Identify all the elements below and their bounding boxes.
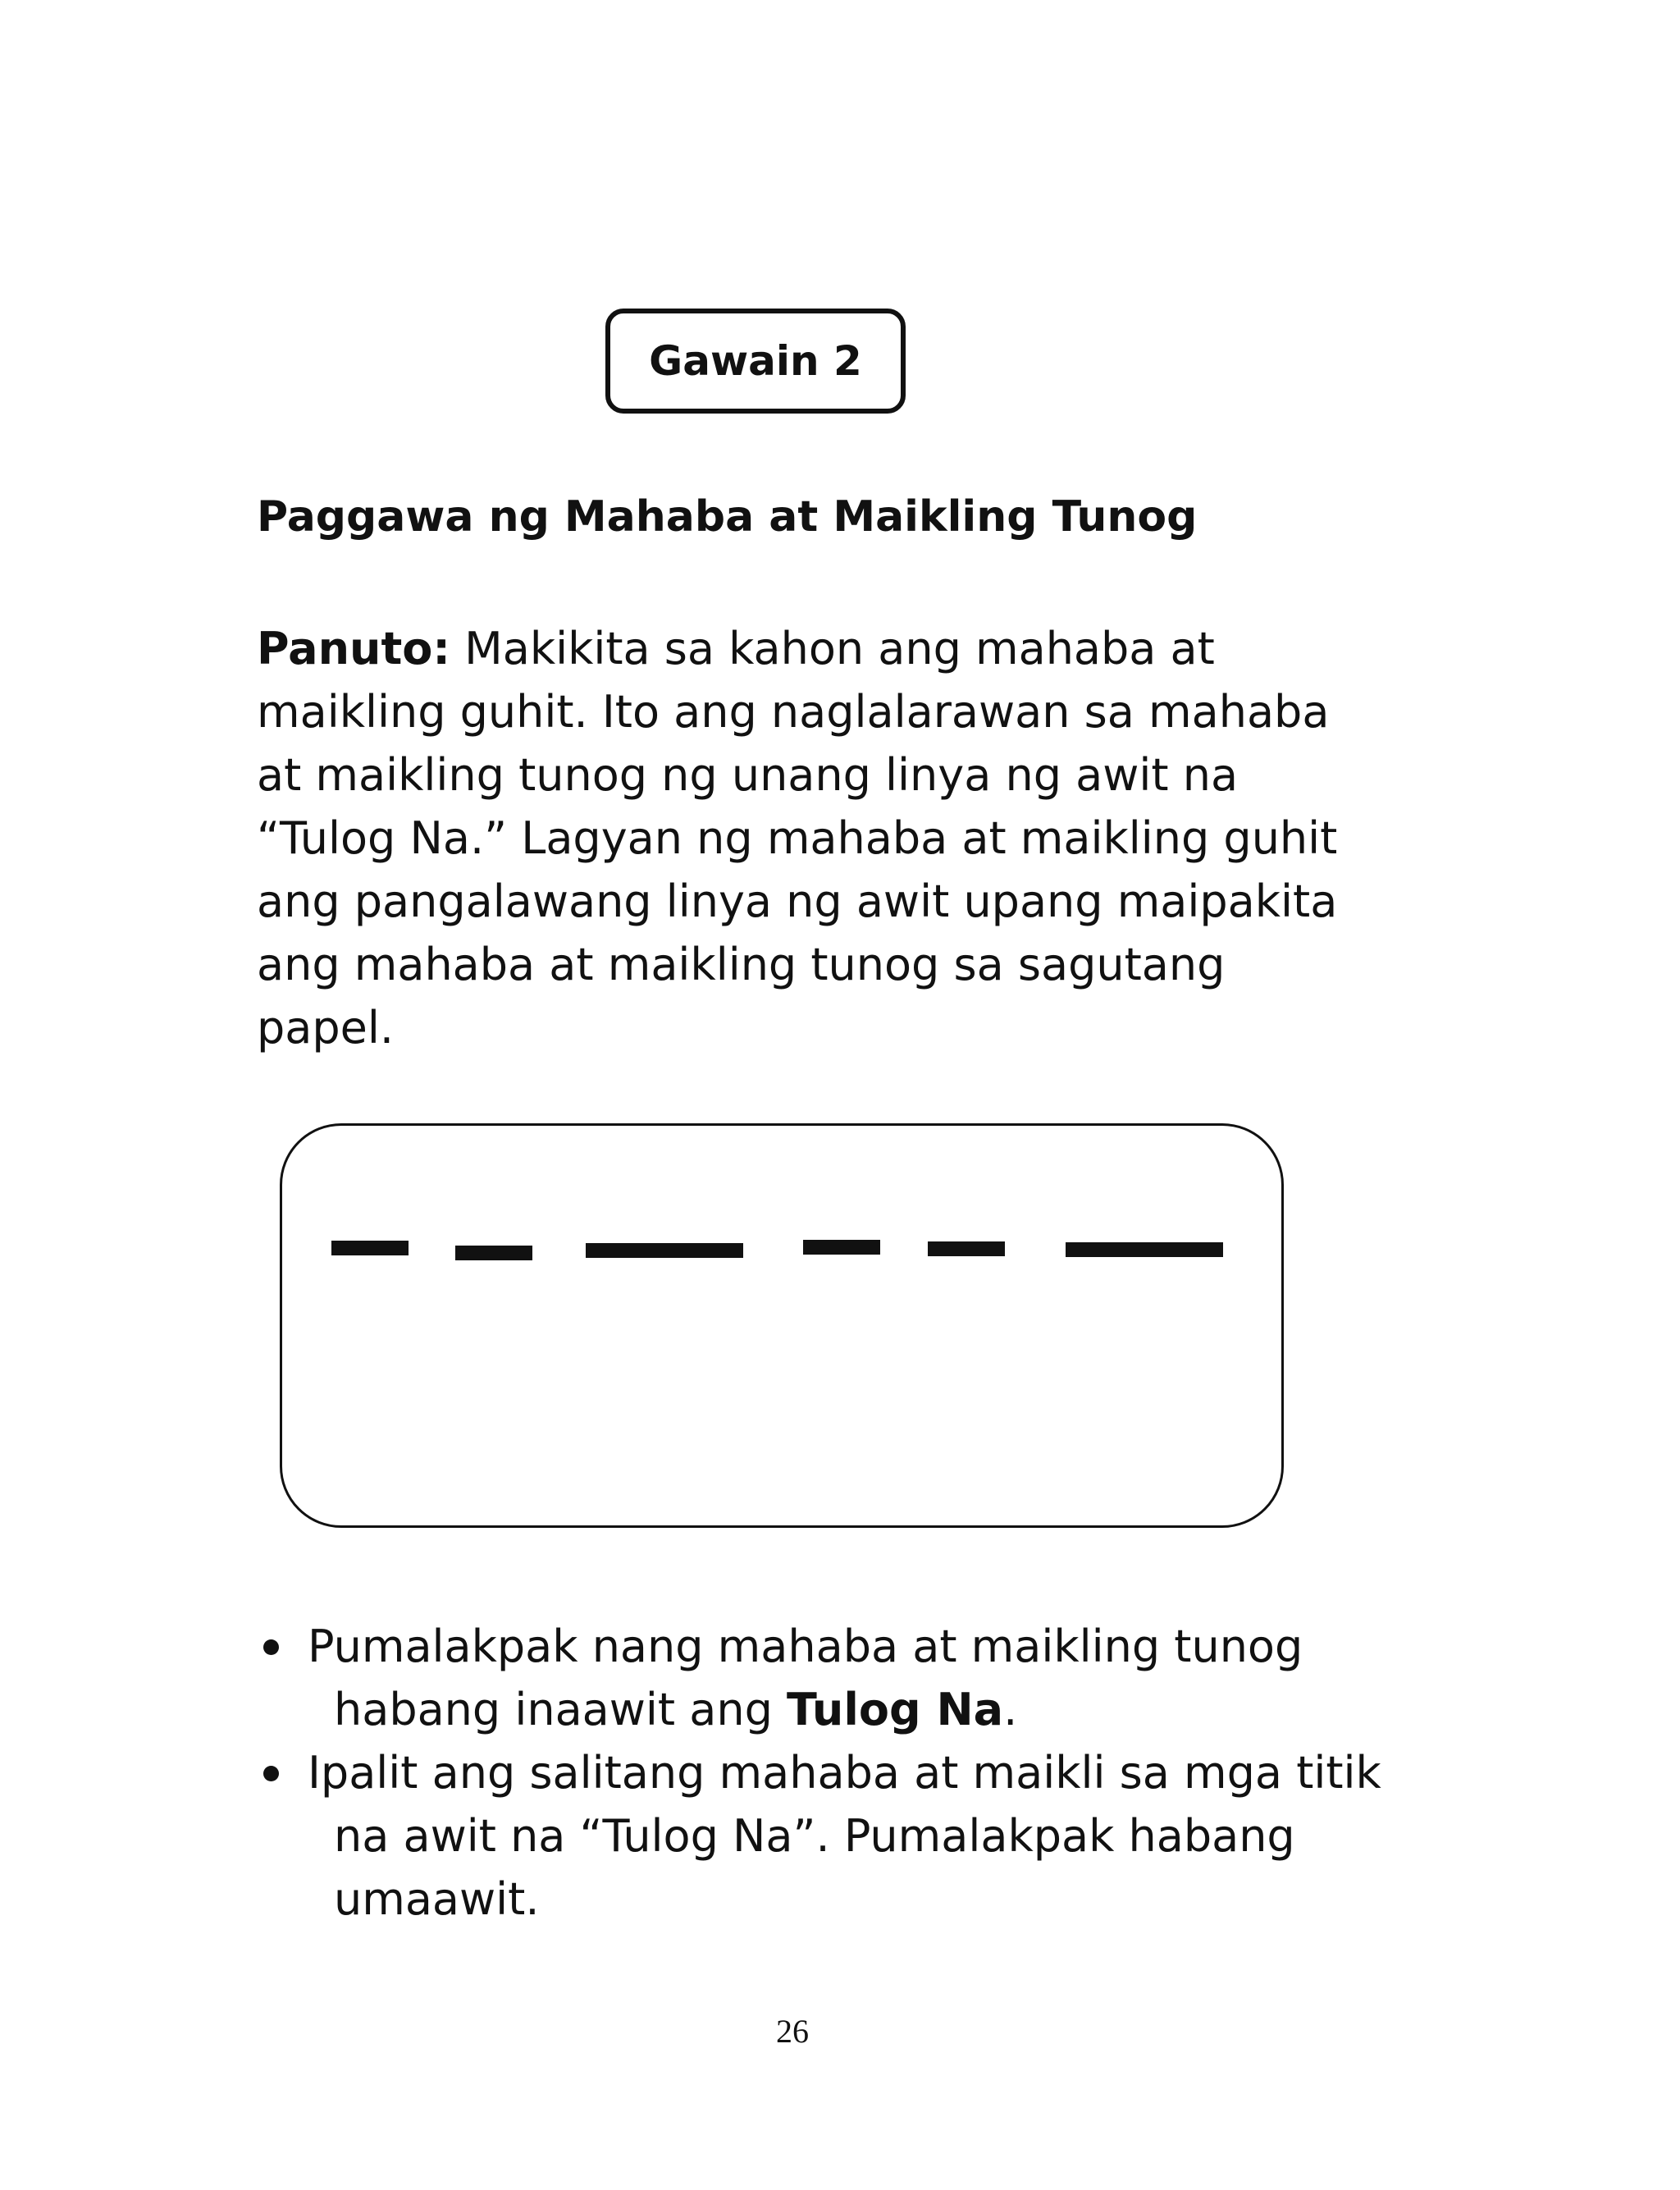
- bullet-line: Pumalakpak nang mahaba at maikling tunog: [308, 1621, 1303, 1672]
- rhythm-dash: [1066, 1242, 1223, 1257]
- rhythm-dash: [928, 1241, 1005, 1256]
- page-number: 26: [776, 2013, 809, 2050]
- activity-label: Gawain 2: [649, 337, 862, 385]
- song-title: Tulog Na: [787, 1684, 1004, 1735]
- bullet-text: .: [1003, 1684, 1018, 1735]
- rhythm-dash: [586, 1243, 743, 1258]
- instructions-line: ang pangalawang linya ng awit upang maipakita: [257, 876, 1338, 927]
- instructions: [257, 617, 1454, 1059]
- instructions-line: maikling guhit. Ito ang naglalarawan sa mahaba: [257, 686, 1330, 738]
- instructions-line: “Tulog Na.” Lagyan ng mahaba at maikling guhit: [257, 812, 1338, 864]
- bullet-line: [308, 1678, 1454, 1741]
- activity-label-box: [605, 309, 906, 414]
- instructions-line: at maikling tunog ng unang linya ng awit na: [257, 749, 1239, 801]
- rhythm-dash: [803, 1240, 880, 1255]
- bullet-text: habang inaawit ang: [334, 1684, 788, 1735]
- bullet-icon: [263, 1639, 279, 1655]
- rhythm-dash: [331, 1241, 409, 1255]
- rhythm-answer-box: [280, 1123, 1284, 1528]
- rhythm-dash: [455, 1246, 532, 1260]
- bullet-icon: [263, 1766, 279, 1781]
- bullet-line: na awit na “Tulog Na”. Pumalakpak habang: [334, 1810, 1295, 1862]
- page-title: Paggawa ng Mahaba at Maikling Tunog: [257, 492, 1198, 542]
- bullet-item: [257, 1615, 1454, 1741]
- bullet-list: [257, 1615, 1454, 1931]
- instructions-line: ang mahaba at maikling tunog sa sagutang: [257, 939, 1226, 990]
- instructions-label: Panuto:: [257, 623, 450, 674]
- bullet-line: Ipalit ang salitang mahaba at maikli sa mga titik: [308, 1747, 1381, 1799]
- bullet-item: [257, 1741, 1454, 1931]
- instructions-line: papel.: [257, 1002, 395, 1054]
- bullet-line: umaawit.: [334, 1873, 540, 1925]
- instructions-line: Makikita sa kahon ang mahaba at: [450, 623, 1215, 674]
